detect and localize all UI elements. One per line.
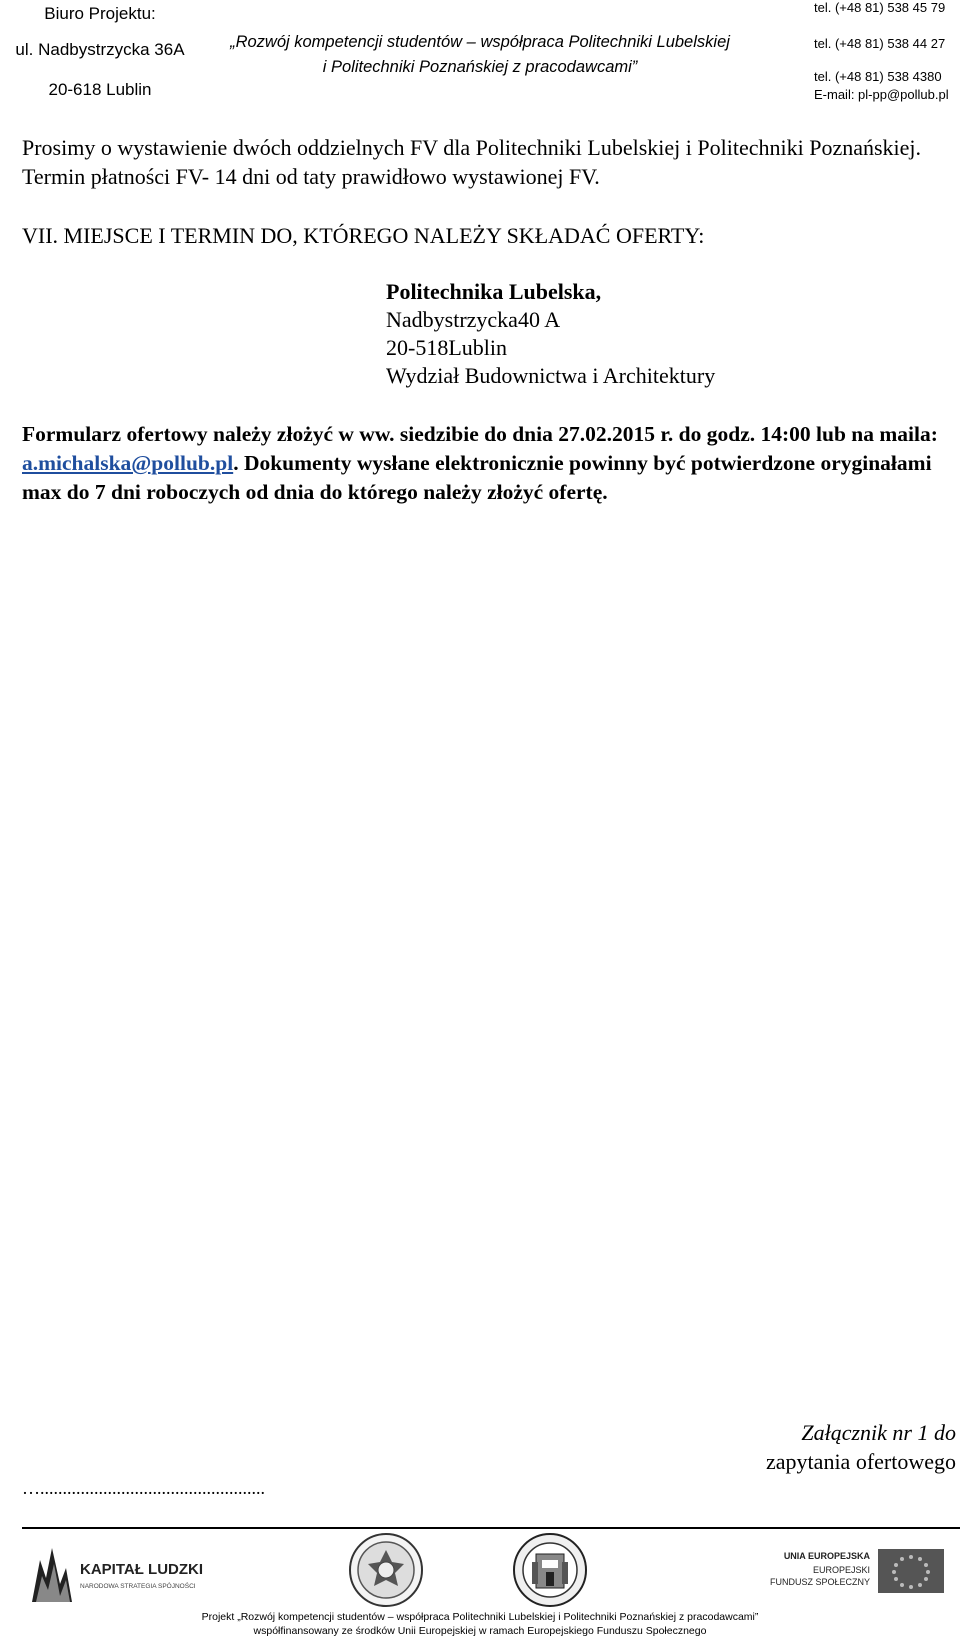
annex-label [766, 1418, 956, 1476]
header-email: E-mail: pl-pp@pollub.pl [814, 87, 949, 102]
footer-text [0, 1610, 960, 1638]
eu-line2: EUROPEJSKI [812, 1565, 870, 1575]
footer-line2: współfinansowany ze środków Unii Europejskiej w ramach Europejskiego Funduszu Społecznego [253, 1625, 707, 1637]
address-department: Wydział Budownictwa i Architektury [386, 363, 716, 388]
header-title-line1: „Rozwój kompetencji studentów – współpraca Politechniki Lubelskiej [230, 33, 730, 51]
invoice-paragraph: Prosimy o wystawienie dwóch oddzielnych FV dla Politechniki Lubelskiej i Politechniki Poznańskiej. Termin płatności FV- 14 dni od taty prawidłowo wystawionej FV. [22, 135, 922, 189]
kapital-ludzki-subtitle: NARODOWA STRATEGIA SPÓJNOŚCI [80, 1583, 196, 1590]
footer-divider [22, 1527, 960, 1529]
header-phone-3: tel. (+48 81) 538 4380 [814, 69, 942, 84]
politechnika-poznanska-seal-icon [512, 1532, 588, 1608]
header-title-line2: i Politechniki Poznańskiej z pracodawcami” [322, 58, 638, 76]
address-name: Politechnika Lubelska, [386, 279, 602, 304]
kapital-ludzki-emblem-icon [32, 1548, 72, 1602]
submission-text-1: Formularz ofertowy należy złożyć w ww. siedzibie do dnia 27.02.2015 r. do godz. 14:00 lub na maila: [22, 422, 938, 446]
header-office-street: ul. Nadbystrzycka 36A [15, 40, 185, 59]
eu-flag-icon [878, 1549, 944, 1593]
address-block [386, 278, 715, 390]
kapital-ludzki-title: KAPITAŁ LUDZKI [80, 1561, 204, 1578]
eu-line3: FUNDUSZ SPOŁECZNY [769, 1577, 870, 1587]
address-street: Nadbystrzycka40 A [386, 307, 561, 332]
annex-line1: Załącznik nr 1 do [801, 1420, 956, 1445]
address-city: 20-518Lublin [386, 335, 507, 360]
footer-line1: Projekt „Rozwój kompetencji studentów – współpraca Politechniki Lubelskiej i Politechniki Poznańskiej z pracodawcami” [201, 1611, 759, 1623]
annex-line2: zapytania ofertowego [766, 1449, 956, 1474]
section-heading: VII. MIEJSCE I TERMIN DO, KTÓREGO NALEŻY SKŁADAĆ OFERTY: [22, 223, 705, 248]
submission-paragraph [22, 420, 942, 507]
eu-social-fund-logo [760, 1545, 950, 1607]
header-phone-1: tel. (+48 81) 538 45 79 [814, 0, 946, 15]
header-project-title [200, 30, 760, 80]
eu-line1: UNIA EUROPEJSKA [783, 1551, 870, 1561]
politechnika-lubelska-seal-icon [348, 1532, 424, 1608]
header-office-label: Biuro Projektu: [44, 4, 156, 23]
signature-dots: ….................................................. [22, 1478, 265, 1498]
header-office-city: 20-618 Lublin [48, 80, 152, 99]
header-phone-2: tel. (+48 81) 538 44 27 [814, 36, 946, 51]
submission-text-2: . Dokumenty wysłane elektronicznie powinny być potwierdzone oryginałami max do 7 dni roboczych od dnia do którego należy złożyć ofertę. [22, 451, 932, 504]
email-link[interactable]: a.michalska@pollub.pl [22, 451, 234, 475]
kapital-ludzki-logo [30, 1540, 230, 1604]
